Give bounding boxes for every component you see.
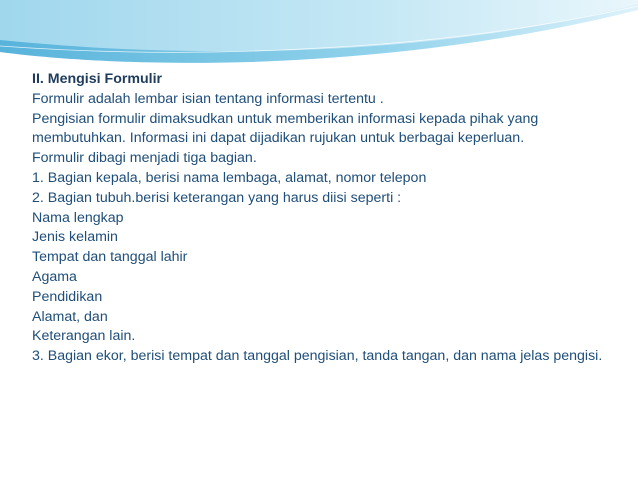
list-subitem: Jenis kelamin [32, 229, 118, 246]
slide-body [32, 70, 622, 367]
list-subitem: Alamat, dan [32, 308, 108, 325]
decorative-wave-header [0, 0, 638, 80]
list-item: 2. Bagian tubuh.berisi keterangan yang harus diisi seperti : [32, 189, 402, 206]
list-subitem: Pendidikan [32, 288, 103, 305]
list-subitem: Tempat dan tanggal lahir [32, 249, 188, 266]
text-line: Formulir adalah lembar isian tentang informasi tertentu . [32, 90, 384, 107]
text-line: Pengisian formulir dimaksudkan untuk memberikan informasi kepada pihak yang membutuhkan. Informasi ini dapat dijadikan rujukan untuk berbagai keperluan. [32, 110, 539, 147]
text-line: Formulir dibagi menjadi tiga bagian. [32, 150, 257, 167]
list-subitem: Agama [32, 268, 77, 285]
list-item: 3. Bagian ekor, berisi tempat dan tanggal pengisian, tanda tangan, dan nama jelas pengisi. [32, 348, 603, 365]
list-item: 1. Bagian kepala, berisi nama lembaga, alamat, nomor telepon [32, 169, 427, 186]
list-subitem: Keterangan lain. [32, 328, 136, 345]
list-subitem: Nama lengkap [32, 209, 124, 226]
slide-heading: II. Mengisi Formulir [32, 71, 163, 87]
